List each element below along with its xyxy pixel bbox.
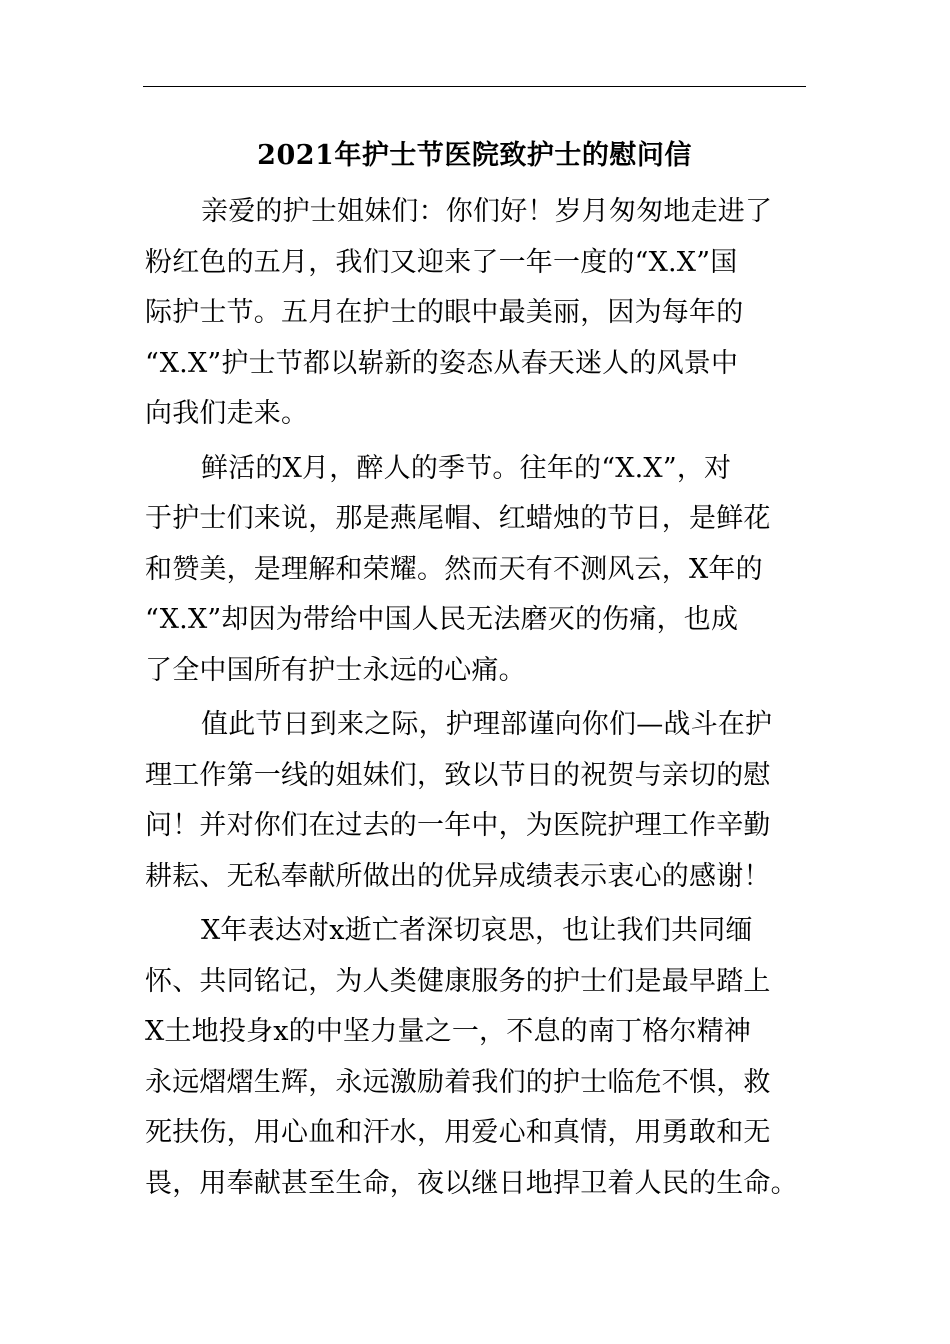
paragraph-2 xyxy=(145,444,825,697)
paragraph-3 xyxy=(145,700,825,902)
paragraph-1 xyxy=(145,187,825,440)
text-line: 际护士节。五月在护士的眼中最美丽，因为每年的 xyxy=(145,297,744,328)
text-line: 畏，用奉献甚至生命，夜以继日地捍卫着人民的生命。 xyxy=(145,1167,798,1199)
text-line: “X.X”护士节都以崭新的姿态从春天迷人的风景中 xyxy=(145,347,739,379)
text-line: 怀、共同铭记，为人类健康服务的护士们是最早踏上 xyxy=(145,965,771,997)
text-line: X土地投身x的中坚力量之一，不息的南丁格尔精神 xyxy=(145,1016,752,1047)
text-line: 了全中国所有护士永远的心痛。 xyxy=(145,654,526,686)
text-line: 问！并对你们在过去的一年中，为医院护理工作辛勤 xyxy=(145,810,771,841)
text-line: 亲爱的护士姐妹们：你们好！岁月匆匆地走进了 xyxy=(201,196,773,227)
text-line: 永远熠熠生辉，永远激励着我们的护士临危不惧，救 xyxy=(145,1066,771,1098)
text-line: 向我们走来。 xyxy=(145,398,309,429)
document-title: 2021年护士节医院致护士的慰问信 xyxy=(257,140,692,171)
text-line: X年表达对x逝亡者深切哀思，也让我们共同缅 xyxy=(201,915,753,946)
text-line: 耕耘、无私奉献所做出的优异成绩表示衷心的感谢！ xyxy=(145,860,771,892)
header-rule xyxy=(143,86,806,87)
text-line: “X.X”却因为带给中国人民无法磨灭的伤痛，也成 xyxy=(145,604,739,635)
paragraph-4 xyxy=(145,906,825,1209)
text-line: 鲜活的X月，醉人的季节。往年的“X.X”，对 xyxy=(201,452,732,484)
text-line: 和赞美，是理解和荣耀。然而天有不测风云，X年的 xyxy=(145,553,763,585)
text-line: 理工作第一线的姐妹们，致以节日的祝贺与亲切的慰 xyxy=(145,759,771,791)
text-line: 值此节日到来之际，护理部谨向你们—战斗在护 xyxy=(201,709,773,740)
text-line: 粉红色的五月，我们又迎来了一年一度的“X.X”国 xyxy=(145,246,738,278)
text-line: 死扶伤，用心血和汗水，用爱心和真情，用勇敢和无 xyxy=(145,1117,771,1148)
text-line: 于护士们来说，那是燕尾帽、红蜡烛的节日，是鲜花 xyxy=(145,503,771,534)
letter-body xyxy=(145,187,825,1213)
